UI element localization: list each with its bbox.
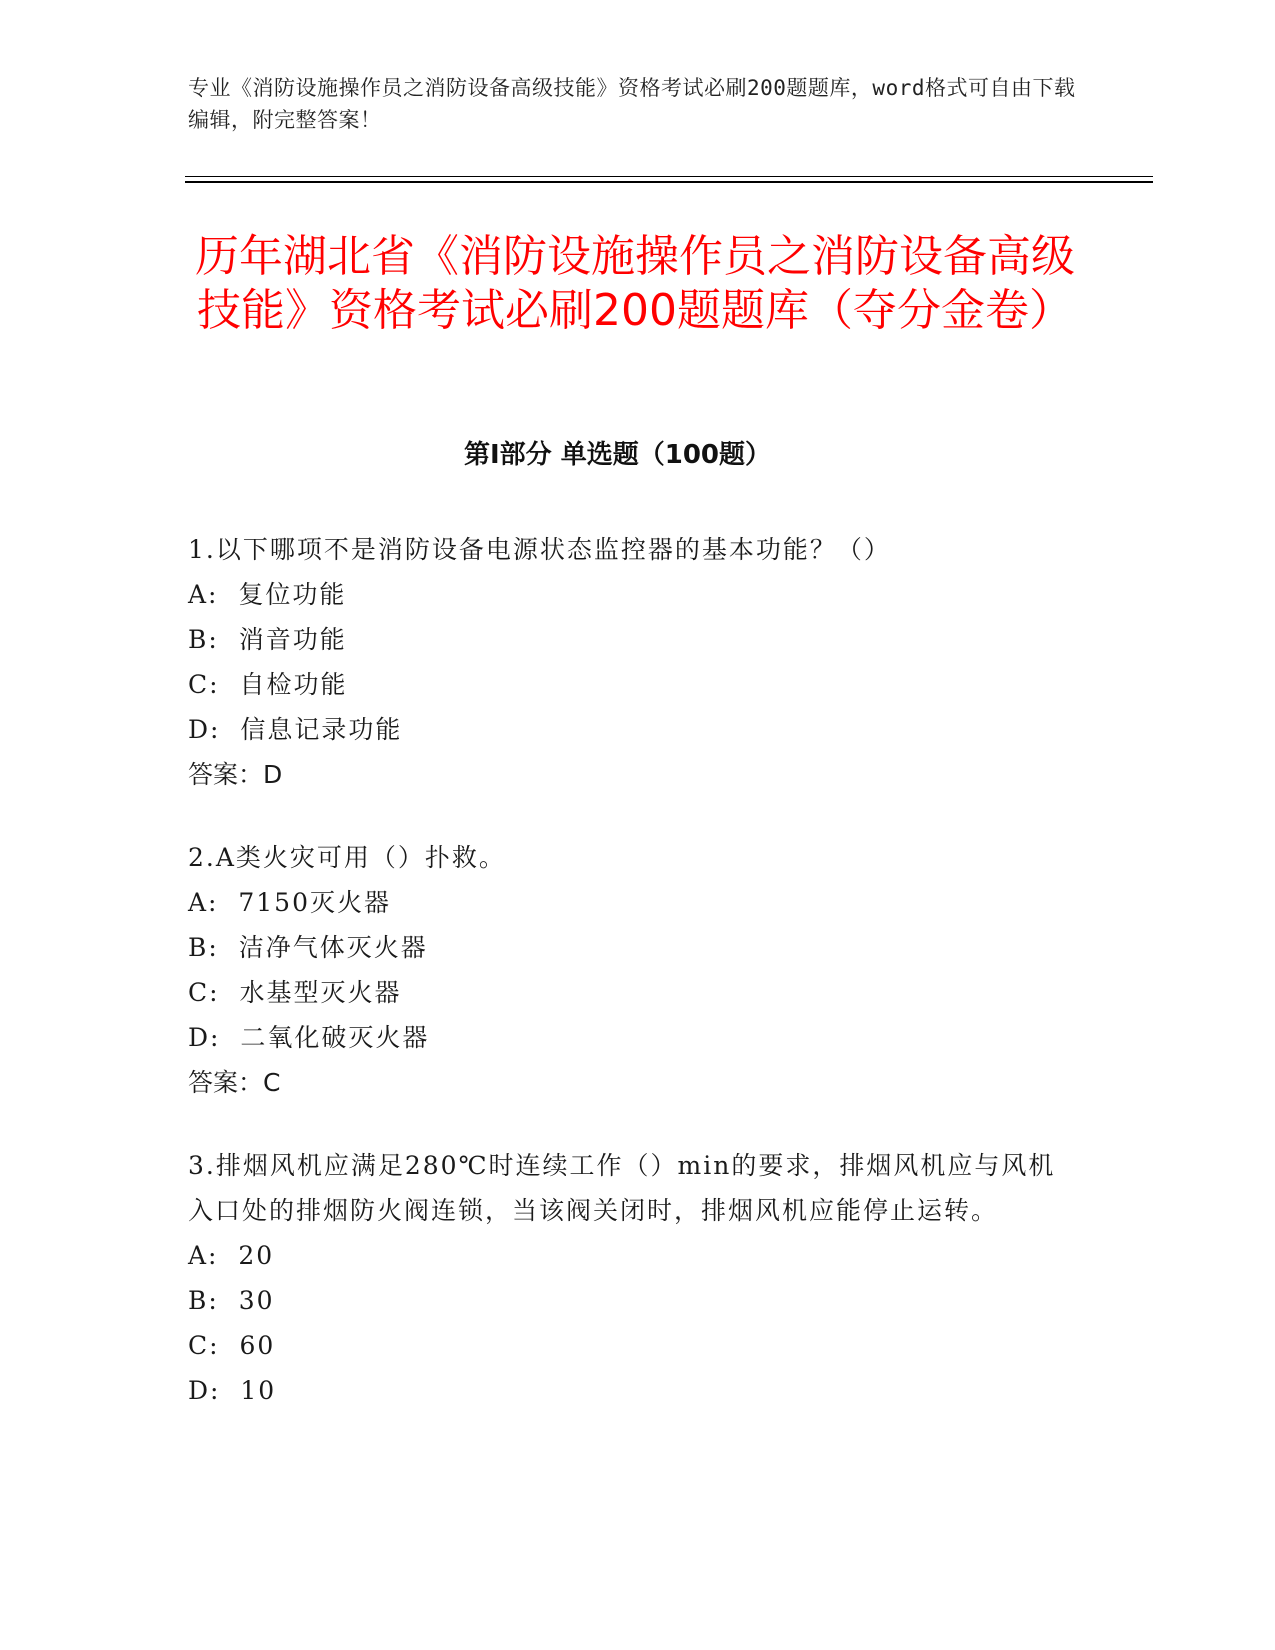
option-a: A: 20 [188,1241,275,1270]
question-1 [188,527,1078,797]
option-c: C: 水基型灭火器 [188,978,402,1007]
option-b: B: 消音功能 [188,625,347,654]
option-b: B: 30 [188,1286,275,1315]
option-d: D: 二氧化破灭火器 [188,1023,430,1052]
option-d: D: 信息记录功能 [188,715,403,744]
header-divider-thin [185,176,1153,177]
option-a: A: 复位功能 [188,580,347,609]
header-divider-thick [185,181,1153,183]
question-3 [188,1143,1078,1413]
section-title: 第I部分 单选题（100题） [464,440,771,470]
question-list [188,527,1078,1451]
question-stem: 3.排烟风机应满足280℃时连续工作（）min的要求，排烟风机应与风机入口处的排烟防火阀连锁，当该阀关闭时，排烟风机应能停止运转。 [188,1151,1056,1225]
option-c: C: 60 [188,1331,276,1360]
question-stem: 2.A类火灾可用（）扑救。 [188,843,506,872]
document-title: 历年湖北省《消防设施操作员之消防设备高级技能》资格考试必刷200题题库（夺分金卷） [195,231,1075,336]
question-stem: 1.以下哪项不是消防设备电源状态监控器的基本功能？（） [188,535,891,564]
option-a: A: 7150灭火器 [188,888,391,917]
option-b: B: 洁净气体灭火器 [188,933,428,962]
answer: 答案：D [188,760,283,789]
answer: 答案：C [188,1068,281,1097]
option-d: D: 10 [188,1376,277,1405]
header-note: 专业《消防设施操作员之消防设备高级技能》资格考试必刷200题题库，word格式可自由下载编辑，附完整答案！ [188,76,1076,132]
option-c: C: 自检功能 [188,670,348,699]
question-2 [188,835,1078,1105]
